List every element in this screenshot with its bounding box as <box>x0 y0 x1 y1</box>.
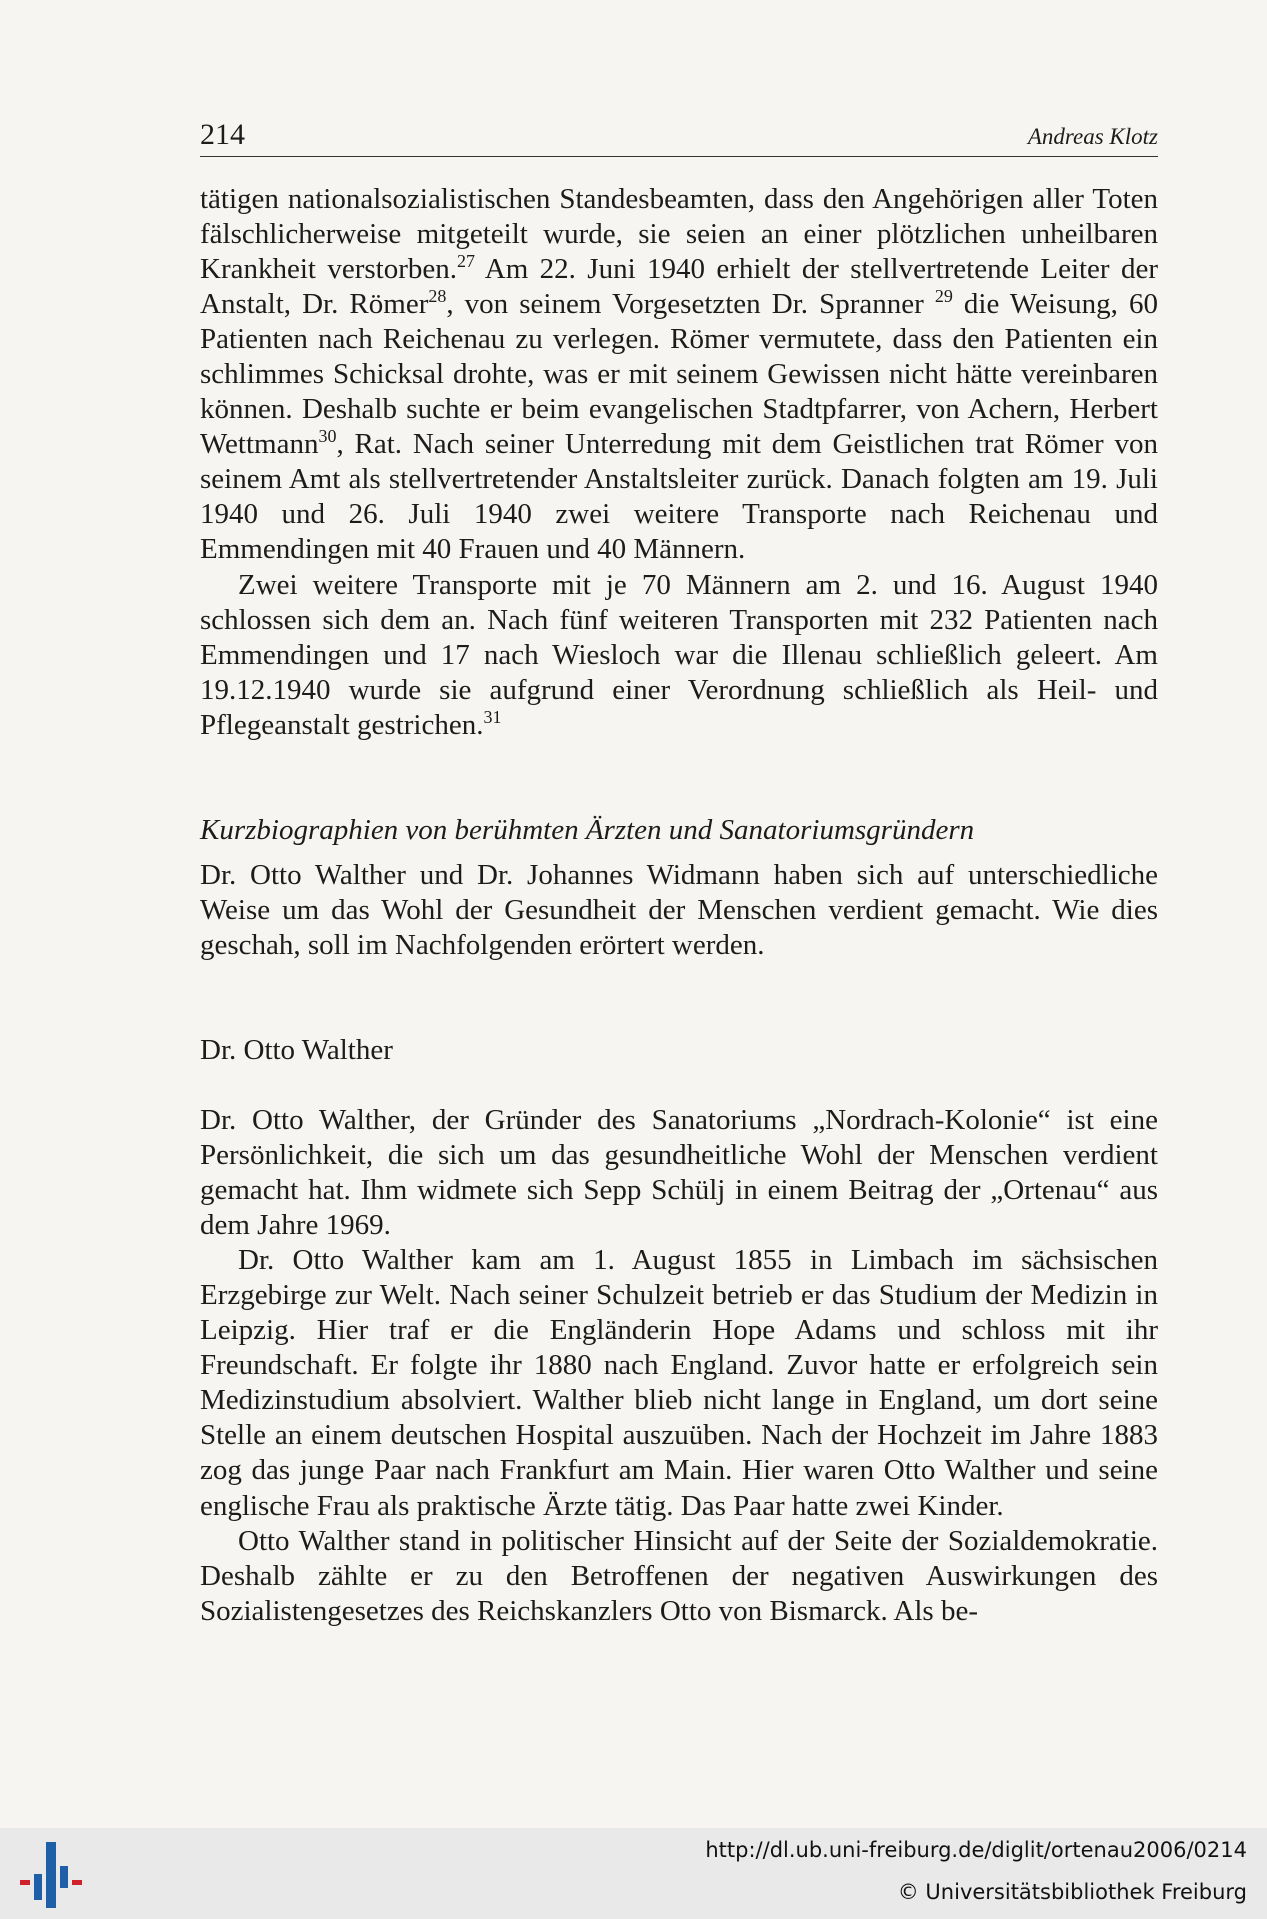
text-run: Zwei weitere Transporte mit je 70 Männern am 2. und 16. August 1940 schlossen sich dem an. Nach fünf weiteren Transporten mit 232 Patienten nach Emmendingen und 17 nach Wiesloch war die Illenau schließlich geleert. Am 19.12.1940 wurde sie aufgrund einer Verordnung schließlich als Heil- und Pflegeanstalt gestrichen. <box>200 568 1158 741</box>
running-head: Andreas Klotz <box>1027 124 1158 149</box>
page-number: 214 <box>200 118 245 151</box>
viewer-footer <box>0 1828 1267 1919</box>
text-run: die Weisung, 60 Patienten nach Reichenau zu verlegen. Römer vermutete, dass den Patienten ein schlimmes Schicksal drohte, was er mit seinem Gewissen nicht hätte vereinbaren können. Deshalb suchte er beim evangelischen Stadtpfarrer, von Achern, Herbert Wettmann <box>200 288 1159 461</box>
subheading: Dr. Otto Walther <box>200 1033 393 1066</box>
paragraph: Dr. Otto Walther, der Gründer des Sanatoriums „Nordrach-Kolonie“ ist eine Persönlichkeit, die sich um das gesundheitliche Wohl der Menschen verdient gemacht hat. Ihm widmete sich Sepp Schülj in einem Beitrag der „Ortenau“ aus dem Jahre 1969. <box>200 1103 1158 1242</box>
paragraph <box>200 182 1158 568</box>
footnote-ref: 31 <box>483 706 502 727</box>
text-run: , von seinem Vorgesetzten Dr. Spranner <box>446 288 935 321</box>
paragraph: Dr. Otto Walther und Dr. Johannes Widmann haben sich auf unterschiedliche Weise um das Wohl der Gesundheit der Menschen verdient gemacht. Wie dies geschah, soll im Nachfolgenden erörtert werden. <box>200 858 1158 961</box>
page-body <box>200 182 1158 1629</box>
footnote-ref: 30 <box>318 426 337 447</box>
footnote-ref: 29 <box>934 286 953 307</box>
footnote-ref: 27 <box>457 251 475 272</box>
library-logo-icon <box>16 1840 86 1910</box>
footnote-ref: 28 <box>428 286 447 307</box>
section-heading: Kurzbiographien von berühmten Ärzten und Sanatoriumsgründern <box>200 813 975 846</box>
text-run: , Rat. Nach seiner Unterredung mit dem Geistlichen trat Römer von seinem Amt als stellvertretender Anstaltsleiter zurück. Danach folgten am 19. Juli 1940 und 26. Juli 1940 zwei weitere Transporte nach Reichenau und Emmendingen mit 40 Frauen und 40 Männern. <box>200 428 1158 566</box>
paragraph: Otto Walther stand in politischer Hinsicht auf der Seite der Sozialdemokratie. Deshalb zählte er zu den Betroffenen der negativen Auswirkungen des Sozialistengesetzes des Reichskanzlers Otto von Bismarck. Als be- <box>200 1524 1158 1627</box>
paragraph: Dr. Otto Walther kam am 1. August 1855 in Limbach im sächsischen Erzgebirge zur Welt. Nach seiner Schulzeit betrieb er das Studium der Medizin in Leipzig. Hier traf er die Engländerin Hope Adams und schloss mit ihr Freundschaft. Er folgte ihr 1880 nach England. Zuvor hatte er erfolgreich sein Medizinstudium absolviert. Walther blieb nicht lange in England, um dort seine Stelle an einem deutschen Hospital auszuüben. Nach der Hochzeit im Jahre 1883 zog das junge Paar nach Frankfurt am Main. Hier waren Otto Walther und seine englische Frau als praktische Ärzte tätig. Das Paar hatte zwei Kinder. <box>200 1244 1158 1522</box>
paragraph <box>200 568 1158 743</box>
page-header <box>200 116 1158 157</box>
copyright-notice: © Universitätsbibliothek Freiburg <box>897 1880 1247 1904</box>
text-run: tätigen nationalsozialistischen Standesbeamten, dass den Angehörigen aller Toten fälschlicherweise mitgeteilt wurde, sie seien an einer plötzlichen unheilbaren Krankheit verstorben. <box>200 183 1158 286</box>
text-run: Am 22. Juni 1940 erhielt der stellvertretende Leiter der Anstalt, Dr. Römer <box>200 253 1158 321</box>
permalink-url[interactable]: http://dl.ub.uni-freiburg.de/diglit/ortenau2006/0214 <box>705 1838 1247 1862</box>
